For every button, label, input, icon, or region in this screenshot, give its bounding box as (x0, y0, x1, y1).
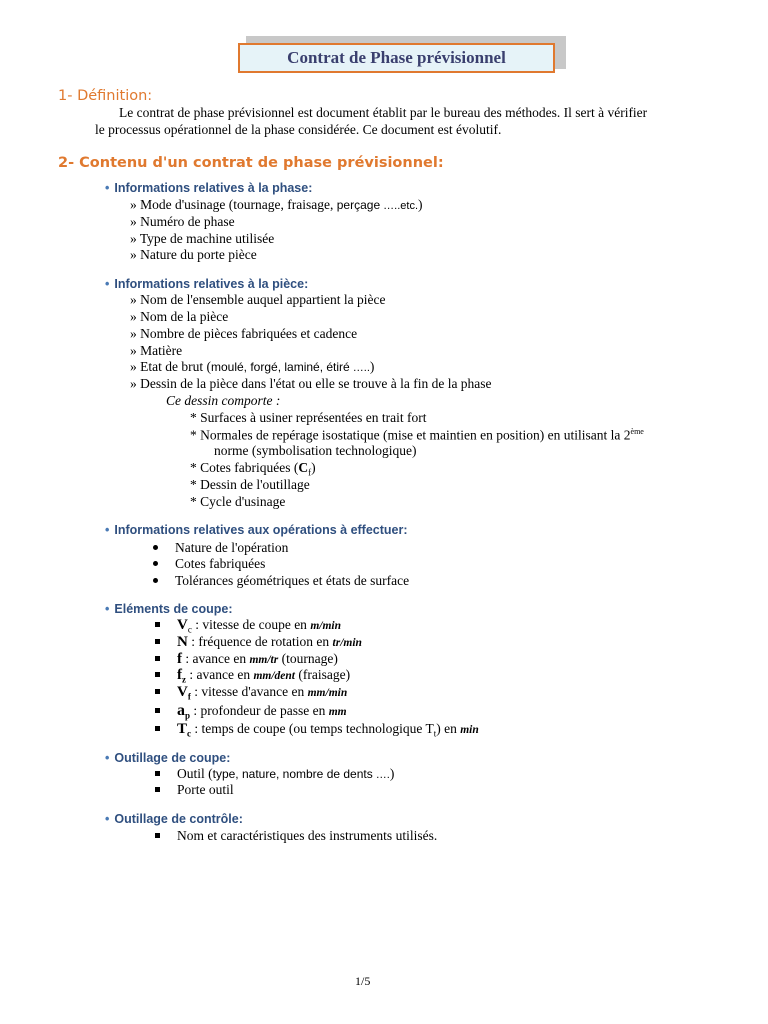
f-after: (tournage) (278, 651, 338, 666)
cotes-c: C (298, 460, 309, 475)
dot-bullet-icon (153, 561, 158, 566)
tc-sub: c (187, 728, 192, 739)
square-bullet-icon (155, 672, 160, 677)
coupe-item-f (155, 651, 338, 668)
brut-close: ) (369, 359, 375, 374)
vf-text: : vitesse d'avance en (190, 684, 308, 699)
square-bullet-icon (155, 833, 160, 838)
tc-after: ) en (436, 721, 461, 736)
phase-heading-text: Informations relatives à la phase (114, 181, 309, 195)
bullet-icon: • (105, 751, 110, 765)
page-title: Contrat de Phase prévisionnel (287, 48, 506, 67)
definition-line-2: le processus opérationnel de la phase considérée. Ce document est évolutif. (95, 122, 502, 137)
square-bullet-icon (155, 726, 160, 731)
tc-text: : temps de coupe (ou temps technologique T (191, 721, 434, 736)
definition-line-1: Le contrat de phase prévisionnel est document établit par le bureau des méthodes. Il sert à vérifier (119, 105, 648, 120)
ap-text: : profondeur de passe en (190, 703, 329, 718)
fz-after: (fraisage) (295, 667, 351, 682)
dessin-item-cycle: * Cycle d'usinage (190, 494, 286, 509)
dessin-item-outillage: * Dessin de l'outillage (190, 477, 310, 492)
cotes-prefix: * Cotes fabriquées ( (190, 460, 299, 475)
piece-item-matiere: » Matière (130, 343, 183, 358)
f-symbol: f (177, 651, 182, 667)
square-bullet-icon (155, 656, 160, 661)
piece-item-dessin: » Dessin de la pièce dans l'état ou elle se trouve à la fin de la phase (130, 376, 492, 391)
bullet-icon: • (105, 523, 110, 537)
coupe-item-vc (155, 617, 341, 635)
contenu-heading: 2- Contenu d'un contrat de phase prévisionnel: (58, 155, 444, 171)
ap-sub: p (185, 710, 191, 721)
operations-item-text: Cotes fabriquées (175, 556, 266, 571)
mode-percage: perçage (336, 198, 381, 212)
vc-text: : vitesse de coupe en (191, 617, 311, 632)
outil-prefix: Outil ( (177, 766, 213, 781)
fz-symbol: f (177, 667, 182, 683)
mode-etc: …..etc. (380, 200, 419, 212)
bullet-icon: • (105, 181, 110, 195)
vf-unit: mm/min (307, 687, 348, 699)
tc-symbol: T (177, 721, 188, 737)
phase-heading: • Informations relatives à la phase: (105, 181, 313, 195)
outillage-controle-nom (155, 828, 437, 844)
vc-unit: m/min (310, 620, 341, 632)
operations-heading: • Informations relatives aux opérations à effectuer: (105, 523, 408, 537)
vf-sub: f (187, 691, 191, 702)
dessin-item-surfaces: * Surfaces à usiner représentées en trait fort (190, 410, 427, 425)
operations-item-text: Tolérances géométriques et états de surface (175, 573, 410, 588)
square-bullet-icon (155, 771, 160, 776)
tc-tsub: t (433, 728, 437, 739)
n-text: : fréquence de rotation en (187, 634, 333, 649)
coupe-heading: • Eléments de coupe: (105, 602, 233, 616)
title-box (238, 43, 555, 73)
phase-item-porte: » Nature du porte pièce (130, 247, 257, 262)
bullet-icon: • (105, 812, 110, 826)
definition-heading: 1- Définition: (58, 88, 153, 104)
coupe-item-fz (155, 667, 350, 685)
f-text: : avance en (182, 651, 250, 666)
operations-item (153, 540, 288, 556)
fz-unit: mm/dent (253, 670, 295, 682)
mode-close: ) (418, 197, 423, 212)
square-bullet-icon (155, 689, 160, 694)
normales-sup: ème (630, 427, 644, 436)
porte-outil-text: Porte outil (177, 782, 234, 797)
operations-item (153, 573, 409, 589)
vc-symbol: V (177, 617, 188, 633)
phase-item-machine: » Type de machine utilisée (130, 231, 275, 246)
operations-heading-text: Informations relatives aux opérations à effectuer (114, 523, 404, 537)
f-unit: mm/tr (249, 654, 279, 666)
dessin-item-normales (190, 427, 644, 444)
piece-heading-text: Informations relatives à la pièce (114, 277, 305, 291)
normales-prefix: * Normales de repérage isostatique (mise et maintien en position) en utilisant la 2 (190, 427, 631, 443)
piece-item-nom: » Nom de la pièce (130, 309, 229, 324)
controle-nom-text: Nom et caractéristiques des instruments utilisés. (177, 828, 438, 843)
square-bullet-icon (155, 639, 160, 644)
square-bullet-icon (155, 708, 160, 713)
cotes-sub: f (308, 467, 312, 478)
bullet-icon: • (105, 602, 110, 616)
square-bullet-icon (155, 787, 160, 792)
outillage-coupe-outil (155, 766, 394, 782)
piece-item-nombre: » Nombre de pièces fabriquées et cadence (130, 326, 358, 341)
vf-symbol: V (177, 684, 188, 700)
mode-prefix: » Mode d'usinage (tournage, fraisage, (130, 197, 337, 212)
vc-sub: c (187, 624, 192, 635)
coupe-item-ap (155, 702, 347, 721)
outillage-controle-heading: • Outillage de contrôle: (105, 812, 243, 826)
brut-prefix: » Etat de brut ( (130, 359, 211, 374)
n-unit: tr/min (332, 637, 362, 649)
piece-item-brut (130, 359, 374, 375)
outil-etc: …. (372, 769, 390, 781)
piece-heading: • Informations relatives à la pièce: (105, 277, 309, 291)
coupe-item-vf (155, 684, 347, 702)
dessin-item-cotes (190, 460, 316, 478)
outillage-controle-heading-text: Outillage de contrôle (114, 812, 239, 826)
cotes-close: ) (311, 460, 316, 475)
outil-close: ) (389, 766, 395, 781)
coupe-heading-text: Eléments de coupe (114, 602, 229, 616)
page-number: 1/5 (355, 974, 371, 988)
dessin-comporte: Ce dessin comporte : (166, 393, 281, 408)
bullet-icon: • (105, 277, 110, 291)
operations-item-text: Nature de l'opération (175, 540, 289, 555)
outillage-coupe-porte (155, 782, 234, 798)
outillage-coupe-heading-text: Outillage de coupe (114, 751, 227, 765)
dot-bullet-icon (153, 545, 158, 550)
phase-item-numero: » Numéro de phase (130, 214, 235, 229)
square-bullet-icon (155, 622, 160, 627)
ap-unit: mm (328, 706, 347, 718)
brut-list: moulé, forgé, laminé, étiré (210, 360, 350, 374)
outillage-coupe-heading: • Outillage de coupe: (105, 751, 231, 765)
fz-sub: z (182, 674, 186, 685)
ap-symbol: a (177, 702, 185, 719)
coupe-item-n (155, 634, 362, 651)
coupe-item-tc (155, 721, 479, 739)
dessin-item-normales-line2: norme (symbolisation technologique) (214, 443, 417, 458)
dot-bullet-icon (153, 578, 158, 583)
fz-text: : avance en (186, 667, 254, 682)
outil-list: type, nature, nombre de dents (212, 767, 373, 781)
operations-item (153, 556, 265, 572)
piece-item-ensemble: » Nom de l'ensemble auquel appartient la pièce (130, 292, 386, 307)
phase-item-mode (130, 197, 423, 213)
n-symbol: N (177, 634, 188, 650)
tc-unit: min (460, 724, 479, 736)
brut-etc: ….. (349, 362, 370, 374)
